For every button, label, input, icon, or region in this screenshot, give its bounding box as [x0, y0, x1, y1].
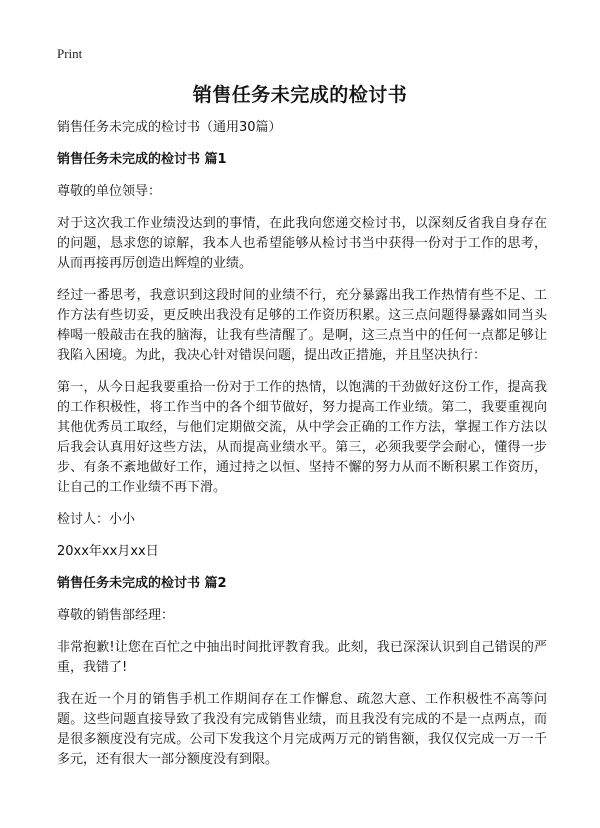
- date-line: 20xx年xx月xx日: [57, 544, 159, 559]
- section-paragraph: 非常抱歉!让您在百忙之中抽出时间批评教育我。此刻，我已深深认识到自己错误的严重，我错了!: [57, 640, 547, 675]
- section-greeting: 尊敬的单位领导：: [57, 184, 162, 199]
- page-title: 销售任务未完成的检讨书: [192, 84, 408, 106]
- section-greeting: 尊敬的销售部经理：: [57, 608, 175, 623]
- print-link[interactable]: Print: [57, 46, 83, 61]
- section-paragraph: 第一，从今日起我要重拾一份对于工作的热情，以饱满的干劲做好这份工作，提高我的工作积极性，将工作当中的各个细节做好，努力提高工作业绩。第二，我要重视向其他优秀员工取经，与他们定期做交流，从中学会正确的工作方法，掌握工作方法以后我会认真用好这些方法，从而提高业绩水平。第三，必须我要学会耐心，懂得一步步、有条不紊地做好工作，通过持之以恒、坚持不懈的努力从而不断积累工作资历，让自己的工作业绩不再下滑。: [57, 380, 547, 495]
- section-paragraph: 经过一番思考，我意识到这段时间的业绩不行，充分暴露出我工作热情有些不足、工作方法有些切妥，更反映出我没有足够的工作资历积累。这三点问题得暴露如同当头棒喝一般敲击在我的脑海，让我有些清醒了。是啊，这三点当中的任何一点都足够让我陷入困境。为此，我决心针对错误问题，提出改正措施，并且坚决执行：: [57, 288, 547, 363]
- section-heading: 销售任务未完成的检讨书 篇1: [57, 152, 227, 167]
- signer-line: 检讨人：小小: [57, 512, 136, 527]
- section-paragraph: 对于这次我工作业绩没达到的事情，在此我向您递交检讨书，以深刻反省我自身存在的问题，恳求您的谅解，我本人也希望能够从检讨书当中获得一份对于工作的思考，从而再接再厉创造出辉煌的业绩。: [57, 216, 547, 271]
- document-subtitle: 销售任务未完成的检讨书（通用30篇）: [57, 120, 282, 135]
- document-body: [57, 118, 547, 782]
- section-heading: 销售任务未完成的检讨书 篇2: [57, 576, 227, 591]
- section-paragraph: 我在近一个月的销售手机工作期间存在工作懈怠、疏忽大意、工作积极性不高等问题。这些问题直接导致了我没有完成销售业绩，而且我没有完成的不是一点两点，而是很多额度没有完成。公司下发我这个月完成两万元的销售额，我仅仅完成一万一千多元，还有很大一部分额度没有到限。: [57, 692, 547, 767]
